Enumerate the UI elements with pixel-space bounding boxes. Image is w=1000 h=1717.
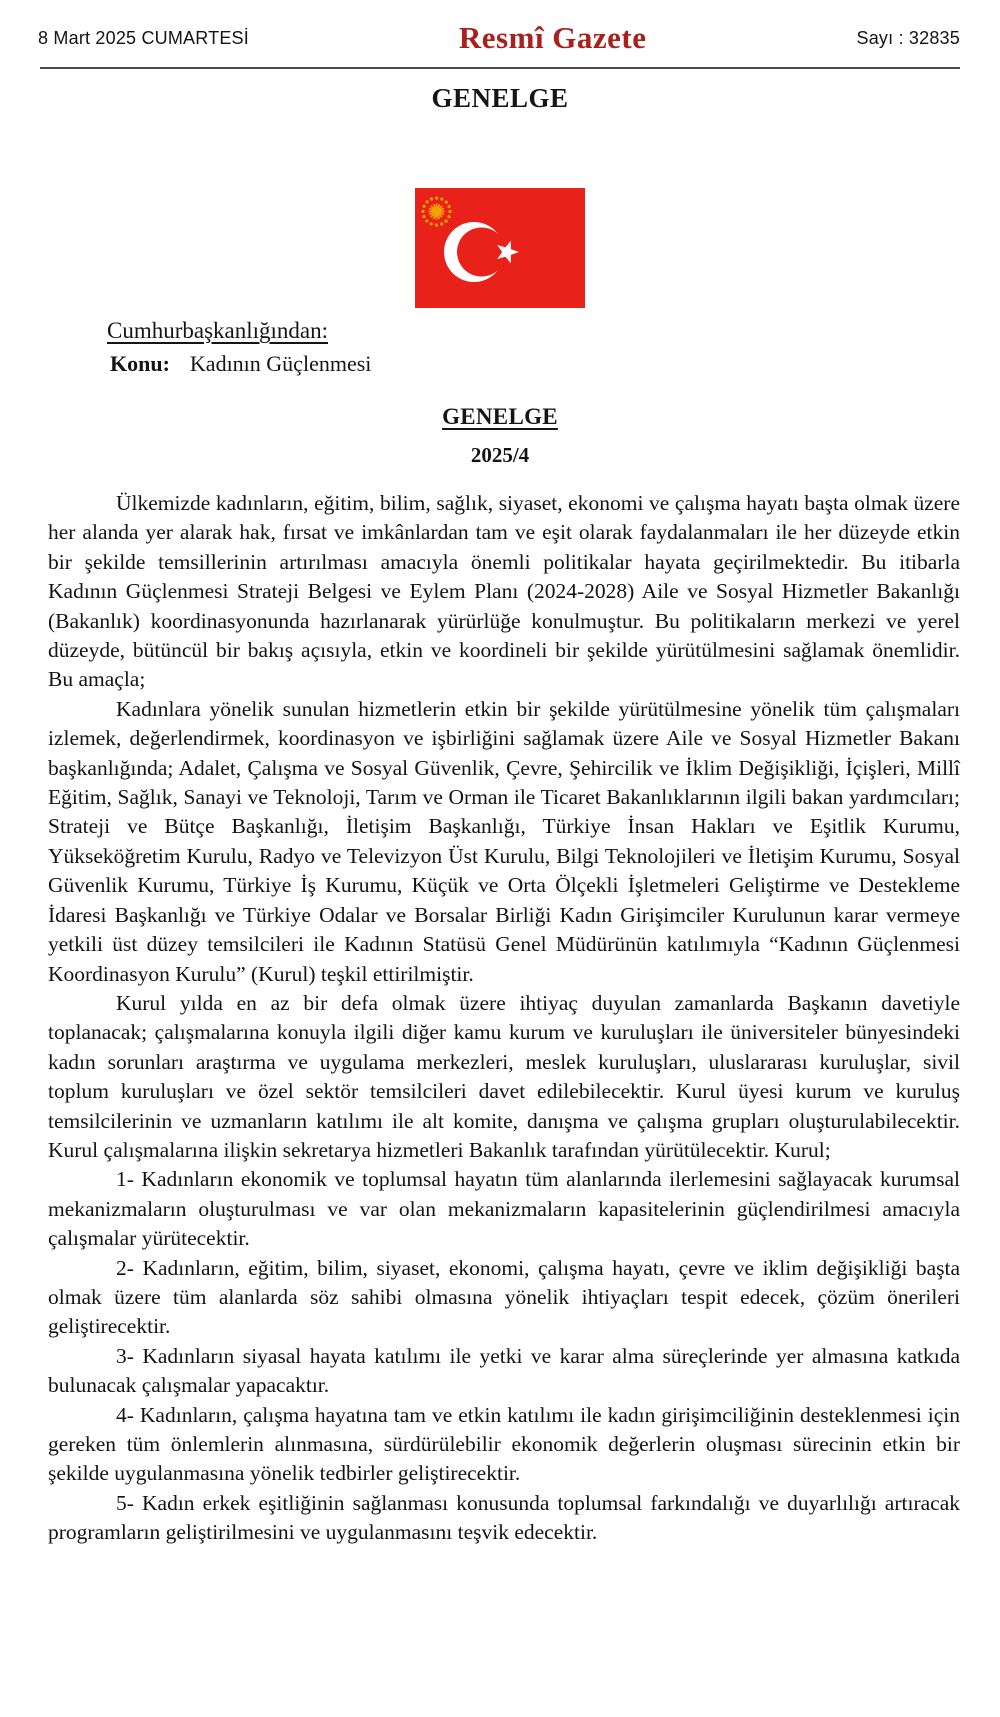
section-heading: GENELGE bbox=[431, 83, 569, 113]
masthead-divider bbox=[40, 67, 960, 69]
paragraph-1: Ülkemizde kadınların, eğitim, bilim, sağlık, siyaset, ekonomi ve çalışma hayatı başta olmak üzere her alanda yer alarak hak, fırsat ve imkânlardan tam ve eşit olarak faydalanmaları ile her düzeyde etkin bir şekilde temsillerinin artırılması amacıyla önemli politikalar hayata geçirilmektedir. Bu itibarla Kadının Güçlenmesi Strateji Belgesi ve Eylem Planı (2024-2028) Aile ve Sosyal Hizmetler Bakanlığı (Bakanlık) koordinasyonunda hazırlanarak yürürlüğe konulmuştur. Bu politikaların merkezi ve yerel düzeyde, bütüncül bir bakış açısıyla, etkin ve koordineli bir şekilde yürütülmesini sağlamak önemlidir. Bu amaçla; bbox=[48, 491, 960, 692]
paragraph-5: 2- Kadınların, eğitim, bilim, siyaset, ekonomi, çalışma hayatı, çevre ve iklim değişikliği başta olmak üzere tüm alanlarda söz sahibi olmasına yönelik ihtiyaçları tespit edecek, çözüm önerileri geliştirecektir. bbox=[48, 1255, 960, 1339]
gazette-issue-number: Sayı : 32835 bbox=[856, 27, 960, 48]
paragraph-7: 4- Kadınların, çalışma hayatına tam ve etkin katılımı ile kadın girişimciliğinin desteklenmesi için gereken tüm önlemlerin alınmasına, sürdürülebilir ekonomik değerlerin oluşması sürecinin etkin bir şekilde uygulanmasına yönelik tedbirler geliştirecektir. bbox=[48, 1402, 960, 1486]
turkish-flag-image bbox=[415, 188, 585, 308]
paragraph-2: Kadınlara yönelik sunulan hizmetlerin etkin bir şekilde yürütülmesine yönelik tüm çalışmaları izlemek, değerlendirmek, koordinasyon ve işbirliğini sağlamak üzere Aile ve Sosyal Hizmetler Bakanı başkanlığında; Adalet, Çalışma ve Sosyal Güvenlik, Çevre, Şehircilik ve İklim Değişikliği, İçişleri, Millî Eğitim, Sağlık, Sanayi ve Teknoloji, Tarım ve Orman ile Ticaret Bakanlıklarının ilgili bakan yardımcıları; Strateji ve Bütçe Başkanlığı, İletişim Başkanlığı, Türkiye İnsan Hakları ve Eşitlik Kurumu, Yükseköğretim Kurulu, Radyo ve Televizyon Üst Kurulu, Bilgi Teknolojileri ve İletişim Kurumu, Sosyal Güvenlik Kurumu, Türkiye İş Kurumu, Küçük ve Orta Ölçekli İşletmeleri Geliştirme ve Destekleme İdaresi Başkanlığı ve Türkiye Odalar ve Borsalar Birliği Kadın Girişimciler Kurulunun karar vermeye yetkili üst düzey temsilcileri ile Kadının Statüsü Genel Müdürünün katılımıyla “Kadının Güçlenmesi Koordinasyon Kurulu” (Kurul) teşkil ettirilmiştir. bbox=[48, 696, 960, 986]
circular-body bbox=[48, 489, 960, 1548]
paragraph-8: 5- Kadın erkek eşitliğinin sağlanması konusunda toplumsal farkındalığı ve duyarlılığı artıracak programların geliştirilmesini ve uygulanmasını teşvik edecektir. bbox=[48, 1490, 960, 1545]
gazette-date: 8 Mart 2025 CUMARTESİ bbox=[38, 27, 249, 48]
circular-number: 2025/4 bbox=[470, 443, 530, 467]
paragraph-4: 1- Kadınların ekonomik ve toplumsal hayatın tüm alanlarında ilerlemesini sağlayacak kurumsal mekanizmaların oluşturulması ve var olan mekanizmaların kapasitelerinin güçlendirilmesi amacıyla çalışmalar yürütecektir. bbox=[48, 1167, 960, 1251]
issuer-text: Cumhurbaşkanlığından: bbox=[107, 318, 329, 343]
gazette-masthead bbox=[0, 0, 1000, 56]
paragraph-6: 3- Kadınların siyasal hayata katılımı ile yetki ve karar alma süreçlerinde yer almasına katkıda bulunacak çalışmalar yapacaktır. bbox=[48, 1343, 960, 1398]
subject-line bbox=[110, 351, 1000, 377]
turkish-presidential-flag bbox=[415, 188, 585, 308]
gazette-title: Resmî Gazete bbox=[458, 20, 647, 55]
issuer-line bbox=[107, 318, 1000, 344]
circular-heading-text: GENELGE bbox=[442, 404, 558, 429]
subject-value: Kadının Güçlenmesi bbox=[189, 351, 372, 376]
paragraph-3: Kurul yılda en az bir defa olmak üzere ihtiyaç duyulan zamanlarda Başkanın davetiyle toplanacak; çalışmalarına konuyla ilgili diğer kamu kurum ve kuruluşları ile üniversiteler bünyesindeki kadın sorunları araştırma ve uygulama merkezleri, meslek kuruluşları, uluslararası kuruluşlar, sivil toplum kuruluşları ve özel sektör temsilcileri davet edilebilecektir. Kurul üyesi kurum ve kuruluş temsilcilerinin ve uzmanların katılımı ile alt komite, danışma ve çalışma grupları oluşturulabilecektir. Kurul çalışmalarına ilişkin sekretarya hizmetleri Bakanlık tarafından yürütülecektir. Kurul; bbox=[48, 990, 960, 1162]
subject-label: Konu: bbox=[110, 351, 170, 376]
crescent-inner bbox=[457, 228, 506, 277]
circular-heading bbox=[0, 404, 1000, 430]
